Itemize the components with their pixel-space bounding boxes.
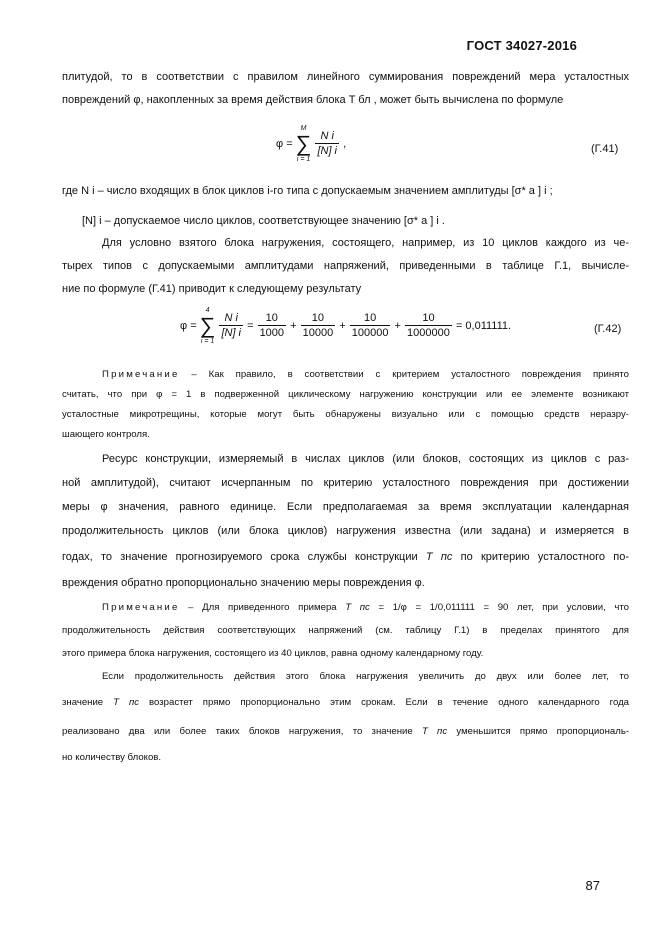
text-line: считать, что при φ = 1 в подверженной циклическому нагружению конструкции или ее элементе возникают xyxy=(62,389,629,400)
denominator: [N] i xyxy=(317,145,337,157)
note-label: Примечание xyxy=(102,602,180,613)
sum-lower-limit: i = 1 xyxy=(200,338,215,345)
paragraph-intro xyxy=(62,66,629,112)
equation-lhs: φ = xyxy=(276,137,293,150)
note-1 xyxy=(62,365,629,445)
standard-header: ГОСТ 34027-2016 xyxy=(466,38,577,53)
text-line: продолжительность циклов (или блока циклов) нагружения известна (или задана) и измеряется в xyxy=(62,525,629,537)
sigma-symbol: ∑ xyxy=(199,313,216,338)
text-line: но количеству блоков. xyxy=(62,752,162,763)
paragraph-resource xyxy=(62,447,629,595)
text-line: ной амплитудой), считают исчерпанным по критерию усталостного повреждения при достижении xyxy=(62,477,629,489)
symbol-t-ps: T пс xyxy=(425,551,453,563)
text-line: Ресурс конструкции, измеряемый в числах циклов (или блоков, состоящих из циклов с раз- xyxy=(102,453,629,465)
numerator: 10 xyxy=(350,312,391,326)
fraction xyxy=(258,312,286,340)
text-line: реализовано два или более таких блоков нагружения, то значение T пс уменьшится прямо пропорциональ- xyxy=(62,726,630,737)
text-line: Примечание – Как правило, в соответствии с критерием усталостного повреждения принято xyxy=(102,369,629,380)
sum-upper-limit: M xyxy=(300,125,307,132)
fraction xyxy=(301,312,336,340)
numerator: 10 xyxy=(405,312,452,326)
denominator: 1000000 xyxy=(407,327,450,339)
where-clause-2 xyxy=(82,210,629,233)
note-2 xyxy=(62,596,629,769)
text-line: шающего контроля. xyxy=(62,429,150,440)
equation-tail: , xyxy=(343,137,347,150)
symbol-t-ps: T пс xyxy=(113,697,140,708)
equation-g42: φ = 4 ∑ i = 1 $\frac{\text{N i}}{[N] i}$ = $\frac{10}{1000}$ + $\frac{10}{10000}$ + $\frac{10}{100000}$ + $\frac{10}{1000000}$ = 0,011111. xyxy=(180,307,512,345)
sum-operator xyxy=(200,306,216,346)
sum-upper-limit: 4 xyxy=(205,307,210,314)
fraction xyxy=(350,312,391,340)
text-line: вреждения обратно пропорционально значению меры повреждения φ. xyxy=(62,577,425,589)
text-line: ние по формуле (Г.41) приводит к следующему результату xyxy=(62,283,362,295)
numerator: N i xyxy=(315,130,339,144)
denominator: [N] i xyxy=(221,327,241,339)
equation-lhs: φ = xyxy=(180,319,197,332)
text-line: Если продолжительность действия этого блока нагружения увеличить до двух или более лет, то xyxy=(102,671,629,682)
where-clause-1 xyxy=(62,180,629,203)
symbol-t-ps: T пс xyxy=(421,726,448,737)
numerator: 10 xyxy=(301,312,336,326)
denominator: 1000 xyxy=(259,327,285,339)
text-line: Для условно взятого блока нагружения, состоящего, например, из 10 циклов каждого из че- xyxy=(102,237,629,249)
text-line: меры φ значения, равного единице. Если предполагаемая за время эксплуатации календарная xyxy=(62,501,629,513)
denominator: 10000 xyxy=(302,327,334,339)
sigma-symbol: ∑ xyxy=(295,131,312,156)
numerator: 10 xyxy=(258,312,286,326)
fraction xyxy=(219,312,243,340)
equation-number: (Г.41) xyxy=(591,143,619,155)
sum-lower-limit: i = 1 xyxy=(296,156,311,163)
paragraph-example xyxy=(62,232,629,301)
numerator: N i xyxy=(219,312,243,326)
text-line: повреждений φ, накопленных за время действия блока T бл , может быть вычислена по формуле xyxy=(62,94,564,106)
text-line: Примечание – Для приведенного примера T пс = 1/φ = 1/0,011111 = 90 лет, при условии, что xyxy=(102,602,629,613)
text-line: плитудой, то в соответствии с правилом линейного суммирования повреждений мера усталостных xyxy=(62,71,629,83)
fraction xyxy=(315,130,339,158)
equation-number: (Г.42) xyxy=(594,323,622,335)
text-line: [N] i – допускаемое число циклов, соответствующее значению [σ* a ] i . xyxy=(82,215,445,227)
text-line: усталостные микротрещины, которые могут быть обнаружены визуально или с помощью средств неразру- xyxy=(62,409,629,420)
text-line: этого примера блока нагружения, состоящего из 40 циклов, равна одному календарному году. xyxy=(62,648,484,659)
text-line: продолжительность действия соответствующих напряжений (см. таблицу Г.1) в пределах принятого для xyxy=(62,625,629,636)
equation-g41 xyxy=(276,124,346,164)
fraction xyxy=(405,312,452,340)
page-number: 87 xyxy=(585,878,600,893)
denominator: 100000 xyxy=(351,327,389,339)
text-line: годах, то значение прогнозируемого срока службы конструкции T пс по критерию усталостного по- xyxy=(62,551,629,563)
text-line: тырех типов с допускаемыми амплитудами напряжений, приведенными в таблице Г.1, вычисле- xyxy=(62,260,629,272)
sum-operator xyxy=(296,124,312,164)
symbol-t-ps: T пс xyxy=(345,602,370,613)
text-line: значение T пс возрастет прямо пропорционально этим срокам. Если в течение одного календарного года xyxy=(62,697,629,708)
text-line: где N i – число входящих в блок циклов i-го типа с допускаемым значением амплитуды [σ* a ] i ; xyxy=(62,185,553,197)
note-label: Примечание xyxy=(102,369,180,380)
equation-result: = 0,011111. xyxy=(455,319,512,332)
